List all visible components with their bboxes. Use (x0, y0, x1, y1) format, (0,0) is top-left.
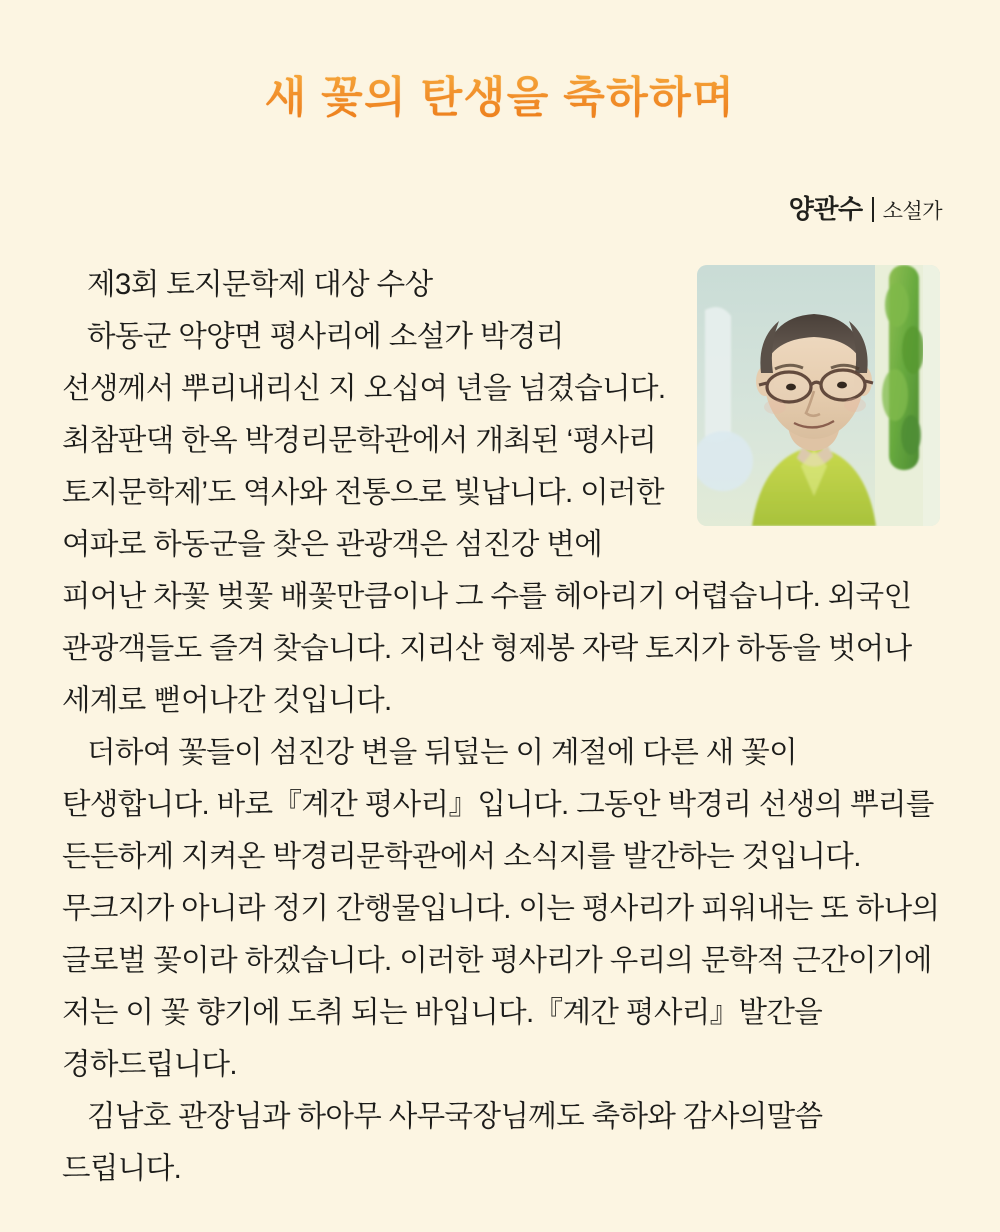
page-title: 새 꽃의 탄생을 축하하며 (264, 73, 736, 122)
paragraph: 제3회 토지문학제 대상 수상 (87, 267, 433, 301)
title-container (0, 0, 1000, 151)
article-body (0, 259, 1000, 1195)
paragraph: 하동군 악양면 평사리에 소설가 박경리 선생께서 뿌리내리신 지 오십여 년을 넘겼습니다. 최참판댁 한옥 박경리문학관에서 개최된 ‘평사리 토지문학제’도 역사와 전통으로 빛납니다. 이러한 여파로 하동군을 찾은 관광객은 섬진강 변에 피어난 차꽃 벚꽃 배꽃만큼이나 그 수를 헤아리기 어렵습니다. 외국인 관광객들도 즐겨 찾습니다. 지리산 형제봉 자락 토지가 하동을 벗어나 세계로 뻗어나간 것입니다. (62, 319, 912, 717)
byline (0, 189, 1000, 226)
paragraph: 더하여 꽃들이 섬진강 변을 뒤덮는 이 계절에 다른 새 꽃이 탄생합니다. 바로『계간 평사리』입니다. 그동안 박경리 선생의 뿌리를 든든하게 지켜온 박경리문학관에서 소식지를 발간하는 것입니다. 무크지가 아니라 정기 간행물입니다. 이는 평사리가 피워내는 또 하나의 글로벌 꽃이라 하겠습니다. 이러한 평사리가 우리의 문학적 근간이기에 저는 이 꽃 향기에 도취 되는 바입니다.『계간 평사리』발간을 경하드립니다. (62, 735, 940, 1081)
paragraph: 김남호 관장님과 하아무 사무국장님께도 축하와 감사의말씀 드립니다. (62, 1099, 823, 1185)
author-role: 소설가 (882, 199, 942, 223)
byline-separator (872, 197, 874, 222)
portrait-illustration (697, 265, 940, 526)
author-name: 양관수 (788, 193, 863, 224)
author-portrait-photo (697, 265, 940, 526)
